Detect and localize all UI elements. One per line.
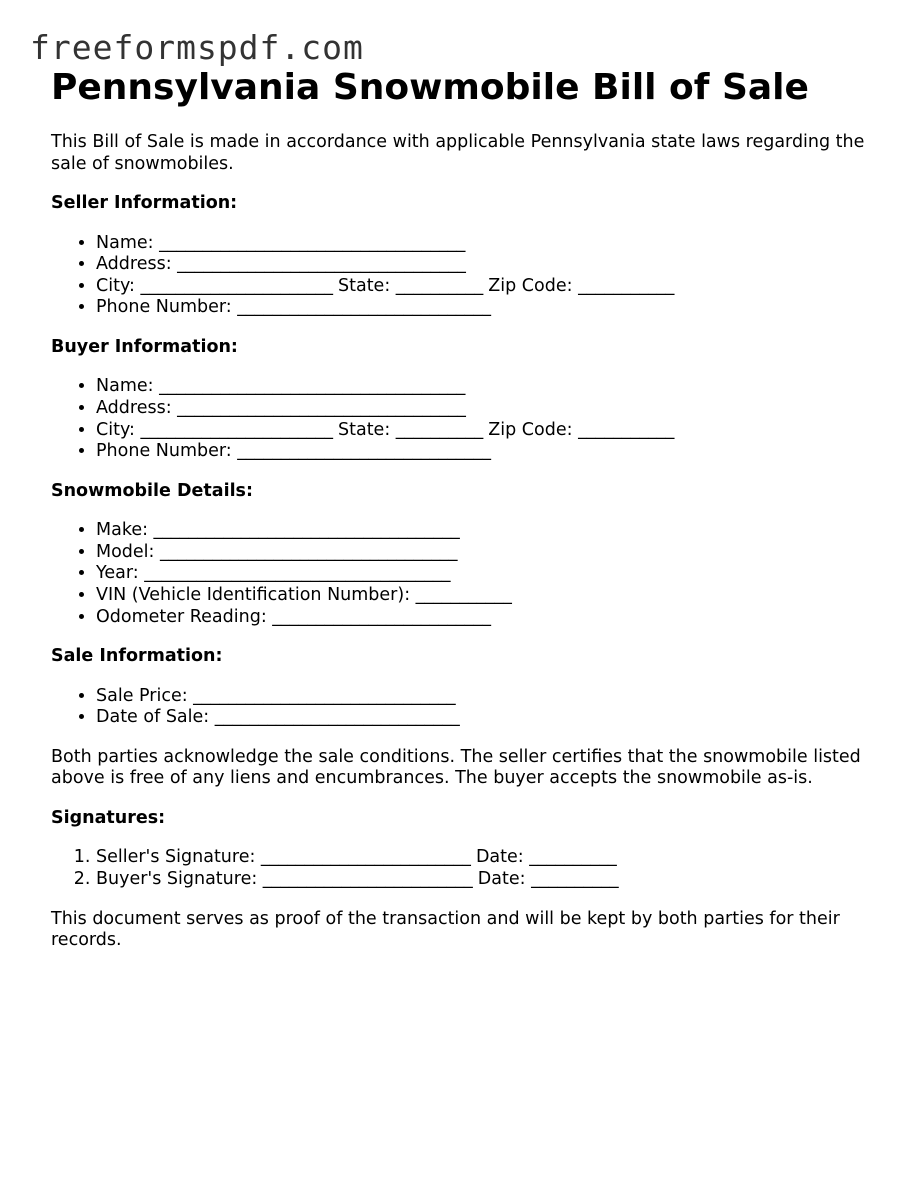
snowmobile-make-field[interactable]: • Make: ___________________________________	[96, 520, 881, 542]
signatures-heading: Signatures:	[51, 807, 166, 828]
intro-paragraph: This Bill of Sale is made in accordance with applicable Pennsylvania state laws regarding the sale of snowmobiles.	[51, 132, 865, 174]
seller-fields-list	[51, 233, 881, 319]
buyer-city-state-zip-row	[96, 420, 881, 442]
sale-price-field[interactable]: • Sale Price: ______________________________	[96, 686, 881, 708]
seller-zip-field[interactable]: Zip Code: ___________	[488, 275, 675, 296]
signatures-list	[51, 847, 881, 890]
seller-city-state-zip-row	[96, 276, 881, 298]
seller-signature-date-field[interactable]: Date: __________	[475, 847, 617, 868]
seller-phone-field[interactable]: • Phone Number: _____________________________	[96, 297, 881, 319]
document-body	[51, 66, 881, 952]
seller-signature-row	[96, 847, 881, 869]
snowmobile-vin-field[interactable]: • VIN (Vehicle Identification Number): ___________	[96, 585, 881, 607]
seller-state-field[interactable]: State: __________	[338, 275, 484, 296]
buyer-name-field[interactable]: • Name: ___________________________________	[96, 376, 881, 398]
snowmobile-model-field[interactable]: • Model: __________________________________	[96, 542, 881, 564]
buyer-signature-field[interactable]: Buyer's Signature: ________________________	[96, 869, 473, 889]
sale-heading: Sale Information:	[51, 646, 223, 667]
buyer-signature-date-field[interactable]: Date: __________	[477, 869, 619, 889]
buyer-address-field[interactable]: • Address: _________________________________	[96, 398, 881, 420]
sale-date-field[interactable]: • Date of Sale: ____________________________	[96, 707, 881, 729]
seller-heading: Seller Information:	[51, 193, 238, 213]
seller-address-field[interactable]: • Address: _________________________________	[96, 254, 881, 276]
acknowledgment-paragraph: Both parties acknowledge the sale conditions. The seller certifies that the snowmobile listed above is free of any liens and encumbrances. The buyer accepts the snowmobile as-is.	[51, 746, 861, 789]
snowmobile-odometer-field[interactable]: • Odometer Reading: _________________________	[96, 607, 881, 629]
closing-paragraph: This document serves as proof of the transaction and will be kept by both parties for their records.	[51, 908, 840, 951]
buyer-phone-field[interactable]: • Phone Number: _____________________________	[96, 441, 881, 463]
watermark-text: freeformspdf.com	[30, 28, 364, 67]
page-title: Pennsylvania Snowmobile Bill of Sale	[51, 67, 809, 108]
sale-fields-list	[51, 686, 881, 729]
snowmobile-year-field[interactable]: • Year: ___________________________________	[96, 563, 881, 585]
buyer-signature-row	[96, 869, 881, 891]
snowmobile-fields-list	[51, 520, 881, 628]
buyer-zip-field[interactable]: Zip Code: ___________	[488, 419, 675, 440]
seller-signature-field[interactable]: Seller's Signature: ________________________	[96, 847, 471, 868]
buyer-city-field[interactable]: City: ______________________	[96, 419, 333, 440]
seller-city-field[interactable]: City: ______________________	[96, 275, 333, 296]
snowmobile-heading: Snowmobile Details:	[51, 480, 253, 501]
buyer-heading: Buyer Information:	[51, 336, 238, 357]
buyer-fields-list	[51, 376, 881, 462]
buyer-state-field[interactable]: State: __________	[338, 419, 484, 440]
seller-name-field[interactable]: • Name: ___________________________________	[96, 233, 881, 255]
